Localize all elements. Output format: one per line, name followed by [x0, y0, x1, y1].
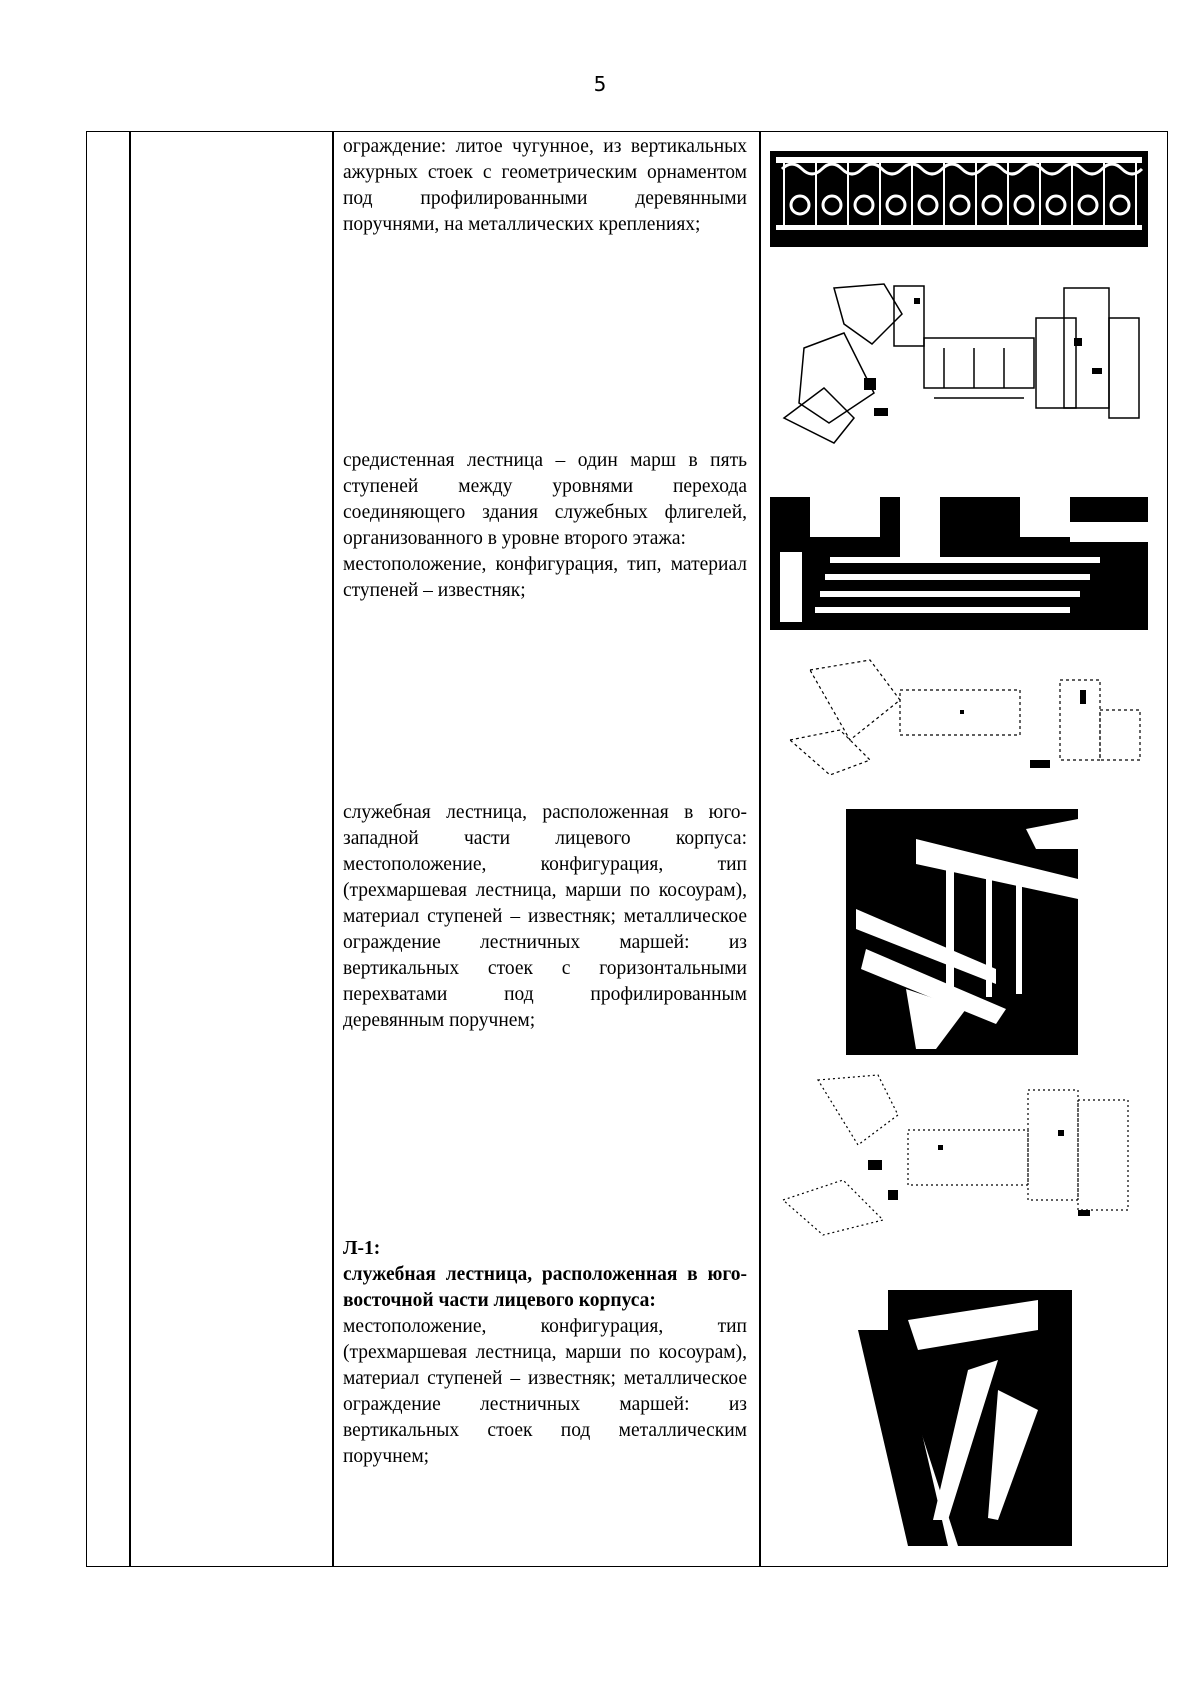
floor-plan [778, 1070, 1150, 1240]
column-divider [129, 132, 131, 1566]
floor-plan [774, 278, 1144, 448]
railing-photo [770, 133, 1148, 247]
stair-photo [838, 1290, 1072, 1546]
stair-photo [846, 809, 1078, 1055]
stair-photo [770, 482, 1148, 630]
text-entry [343, 448, 747, 604]
text-entry [343, 1236, 747, 1470]
entry-paragraph: служебная лестница, расположенная в юго-западной части лицевого корпуса: местоположение, конфигурация, тип (трехмаршевая лестница, марши по косоурам), материал ступеней – известняк; металлическое ограждение лестничных маршей: из вертикальных стоек с горизонтальными перехватами под профилированным деревянным поручнем; [343, 802, 747, 1031]
text-entry [343, 134, 747, 238]
column-divider [332, 132, 334, 1566]
entry-paragraph: местоположение, конфигурация, тип, материал ступеней – известняк; [343, 554, 747, 601]
text-entry [343, 800, 747, 1034]
entry-paragraph: местоположение, конфигурация, тип (трехмаршевая лестница, марши по косоурам), материал ступеней – известняк; металлическое ограждение лестничных маршей: из вертикальных стоек под металлическим поручнем; [343, 1316, 747, 1467]
entry-paragraph: ограждение: литое чугунное, из вертикальных ажурных стоек с геометрическим орнаментом под профилированными деревянными поручнями, на металлических креплениях; [343, 136, 747, 235]
entry-heading-sub: служебная лестница, расположенная в юго-восточной части лицевого корпуса: [343, 1264, 747, 1311]
floor-plan [780, 650, 1150, 780]
entry-paragraph: средистенная лестница – один марш в пять ступеней между уровнями перехода соединяющего здания служебных флигелей, организованного в уровне второго этажа: [343, 450, 747, 549]
entry-heading: Л-1: [343, 1238, 381, 1259]
column-divider [759, 132, 761, 1566]
page-number: 5 [593, 72, 607, 96]
